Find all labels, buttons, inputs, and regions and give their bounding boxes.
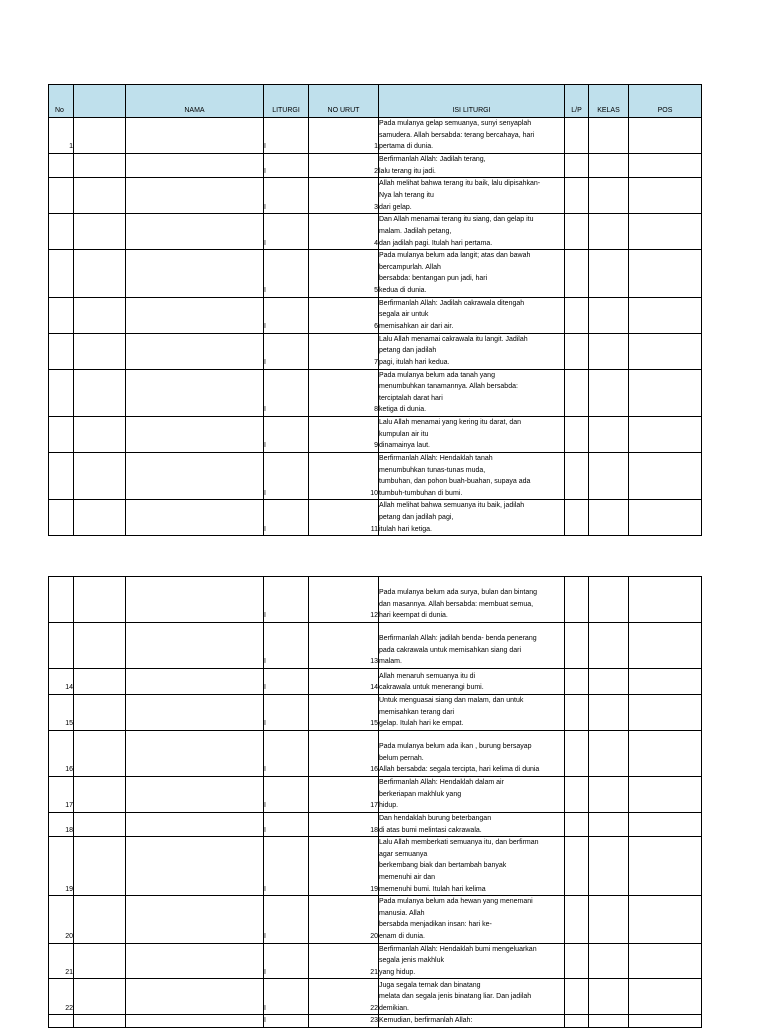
header-row bbox=[49, 85, 702, 118]
blank-cell bbox=[74, 777, 126, 813]
no-urut-cell: 3 bbox=[309, 178, 379, 214]
lp-cell bbox=[565, 416, 589, 452]
row-number-cell bbox=[49, 623, 74, 669]
lp-cell bbox=[565, 695, 589, 731]
isi-liturgi-cell: Pada mulanya belum ada surya, bulan dan bintang dan masannya. Allah bersabda: membuat semua, hari keempat di dunia. bbox=[379, 577, 565, 623]
blank-cell bbox=[74, 333, 126, 369]
lp-cell bbox=[565, 154, 589, 178]
table-row bbox=[49, 813, 702, 837]
no-urut-cell: 12 bbox=[309, 577, 379, 623]
row-number-cell bbox=[49, 416, 74, 452]
lp-cell bbox=[565, 214, 589, 250]
liturgi-cell: I bbox=[264, 577, 309, 623]
table-row bbox=[49, 623, 702, 669]
blank-cell bbox=[74, 669, 126, 695]
no-urut-cell: 21 bbox=[309, 943, 379, 979]
pos-cell bbox=[629, 1015, 702, 1028]
no-urut-cell: 5 bbox=[309, 250, 379, 297]
nama-cell bbox=[126, 297, 264, 333]
row-number-cell bbox=[49, 369, 74, 416]
kelas-cell bbox=[589, 731, 629, 777]
lp-cell bbox=[565, 250, 589, 297]
nama-cell bbox=[126, 369, 264, 416]
table-row bbox=[49, 943, 702, 979]
lp-cell bbox=[565, 777, 589, 813]
pos-cell bbox=[629, 577, 702, 623]
table-row bbox=[49, 154, 702, 178]
kelas-cell bbox=[589, 214, 629, 250]
row-number-cell bbox=[49, 500, 74, 536]
table-row bbox=[49, 452, 702, 499]
row-number-cell bbox=[49, 154, 74, 178]
kelas-cell bbox=[589, 577, 629, 623]
table-row bbox=[49, 695, 702, 731]
pos-cell bbox=[629, 695, 702, 731]
kelas-cell bbox=[589, 118, 629, 154]
lp-cell bbox=[565, 731, 589, 777]
table-row bbox=[49, 500, 702, 536]
row-number-cell bbox=[49, 577, 74, 623]
table-row bbox=[49, 837, 702, 896]
kelas-cell bbox=[589, 500, 629, 536]
liturgi-cell: I bbox=[264, 777, 309, 813]
pos-cell bbox=[629, 333, 702, 369]
table-row bbox=[49, 896, 702, 943]
table-row bbox=[49, 1015, 702, 1028]
kelas-cell bbox=[589, 250, 629, 297]
lp-cell bbox=[565, 369, 589, 416]
col-header-nama: NAMA bbox=[126, 85, 264, 118]
nama-cell bbox=[126, 118, 264, 154]
no-urut-cell: 23 bbox=[309, 1015, 379, 1028]
kelas-cell bbox=[589, 695, 629, 731]
liturgi-cell: I bbox=[264, 452, 309, 499]
pos-cell bbox=[629, 416, 702, 452]
nama-cell bbox=[126, 500, 264, 536]
nama-cell bbox=[126, 813, 264, 837]
lp-cell bbox=[565, 297, 589, 333]
blank-cell bbox=[74, 577, 126, 623]
pos-cell bbox=[629, 500, 702, 536]
kelas-cell bbox=[589, 623, 629, 669]
table-row bbox=[49, 731, 702, 777]
row-number-cell: 14 bbox=[49, 669, 74, 695]
blank-cell bbox=[74, 178, 126, 214]
liturgi-cell: I bbox=[264, 250, 309, 297]
no-urut-cell: 18 bbox=[309, 813, 379, 837]
liturgi-cell: I bbox=[264, 118, 309, 154]
pos-cell bbox=[629, 178, 702, 214]
isi-liturgi-cell: Lalu Allah memberkati semuanya itu, dan berfirman agar semuanya berkembang biak dan bertambah banyak memenuhi air dan memenuhi bumi. Itulah hari kelima bbox=[379, 837, 565, 896]
pos-cell bbox=[629, 837, 702, 896]
pos-cell bbox=[629, 731, 702, 777]
isi-liturgi-cell: Pada mulanya belum ada ikan , burung bersayap belum pernah. Allah bersabda: segala tercipta, hari kelima di dunia bbox=[379, 731, 565, 777]
blank-cell bbox=[74, 837, 126, 896]
nama-cell bbox=[126, 623, 264, 669]
blank-cell bbox=[74, 979, 126, 1015]
nama-cell bbox=[126, 178, 264, 214]
no-urut-cell: 6 bbox=[309, 297, 379, 333]
nama-cell bbox=[126, 979, 264, 1015]
no-urut-cell: 10 bbox=[309, 452, 379, 499]
blank-cell bbox=[74, 731, 126, 777]
isi-liturgi-cell: Allah melihat bahwa terang itu baik, lalu dipisahkan- Nya lah terang itu dari gelap. bbox=[379, 178, 565, 214]
pos-cell bbox=[629, 623, 702, 669]
liturgi-cell: I bbox=[264, 333, 309, 369]
col-header-no-urut: NO URUT bbox=[309, 85, 379, 118]
row-number-cell bbox=[49, 1015, 74, 1028]
liturgi-cell: I bbox=[264, 154, 309, 178]
pos-cell bbox=[629, 979, 702, 1015]
blank-cell bbox=[74, 416, 126, 452]
no-urut-cell: 9 bbox=[309, 416, 379, 452]
row-number-cell: 19 bbox=[49, 837, 74, 896]
col-header-lp: L/P bbox=[565, 85, 589, 118]
blank-cell bbox=[74, 118, 126, 154]
liturgy-table-1 bbox=[48, 84, 702, 536]
table-row bbox=[49, 178, 702, 214]
pos-cell bbox=[629, 669, 702, 695]
nama-cell bbox=[126, 214, 264, 250]
isi-liturgi-cell: Untuk menguasai siang dan malam, dan untuk memisahkan terang dari gelap. Itulah hari ke empat. bbox=[379, 695, 565, 731]
table-row bbox=[49, 118, 702, 154]
pos-cell bbox=[629, 118, 702, 154]
isi-liturgi-cell: Allah melihat bahwa semuanya itu baik, jadilah petang dan jadilah pagi, itulah hari ketiga. bbox=[379, 500, 565, 536]
lp-cell bbox=[565, 577, 589, 623]
liturgi-cell: I bbox=[264, 500, 309, 536]
blank-cell bbox=[74, 500, 126, 536]
isi-liturgi-cell: Juga segala ternak dan binatang melata dan segala jenis binatang liar. Dan jadilah demikian. bbox=[379, 979, 565, 1015]
lp-cell bbox=[565, 118, 589, 154]
lp-cell bbox=[565, 943, 589, 979]
liturgi-cell: I bbox=[264, 731, 309, 777]
liturgi-cell: I bbox=[264, 178, 309, 214]
nama-cell bbox=[126, 577, 264, 623]
blank-cell bbox=[74, 154, 126, 178]
row-number-cell bbox=[49, 297, 74, 333]
nama-cell bbox=[126, 777, 264, 813]
liturgi-cell: I bbox=[264, 297, 309, 333]
lp-cell bbox=[565, 813, 589, 837]
kelas-cell bbox=[589, 669, 629, 695]
table-row bbox=[49, 777, 702, 813]
lp-cell bbox=[565, 896, 589, 943]
no-urut-cell: 16 bbox=[309, 731, 379, 777]
col-header-liturgi: LITURGI bbox=[264, 85, 309, 118]
isi-liturgi-cell: Berfirmanlah Allah: Hendaklah tanah menumbuhkan tunas-tunas muda, tumbuhan, dan pohon buah-buahan, supaya ada tumbuh-tumbuhan di bumi. bbox=[379, 452, 565, 499]
kelas-cell bbox=[589, 777, 629, 813]
no-urut-cell: 2 bbox=[309, 154, 379, 178]
pos-cell bbox=[629, 250, 702, 297]
isi-liturgi-cell: Lalu Allah menamai cakrawala itu langit. Jadilah petang dan jadilah pagi, itulah hari kedua. bbox=[379, 333, 565, 369]
pos-cell bbox=[629, 777, 702, 813]
kelas-cell bbox=[589, 297, 629, 333]
nama-cell bbox=[126, 731, 264, 777]
pos-cell bbox=[629, 297, 702, 333]
isi-liturgi-cell: Berfirmanlah Allah: Hendaklah bumi mengeluarkan segala jenis makhluk yang hidup. bbox=[379, 943, 565, 979]
blank-cell bbox=[74, 896, 126, 943]
kelas-cell bbox=[589, 837, 629, 896]
lp-cell bbox=[565, 178, 589, 214]
liturgi-cell: I bbox=[264, 214, 309, 250]
pos-cell bbox=[629, 214, 702, 250]
table-row bbox=[49, 297, 702, 333]
table-2-body bbox=[49, 577, 702, 1028]
kelas-cell bbox=[589, 452, 629, 499]
no-urut-cell: 1 bbox=[309, 118, 379, 154]
nama-cell bbox=[126, 837, 264, 896]
no-urut-cell: 8 bbox=[309, 369, 379, 416]
nama-cell bbox=[126, 695, 264, 731]
kelas-cell bbox=[589, 178, 629, 214]
nama-cell bbox=[126, 416, 264, 452]
isi-liturgi-cell: Pada mulanya belum ada langit; atas dan bawah bercampurlah. Allah bersabda: bentangan pun jadi, hari kedua di dunia. bbox=[379, 250, 565, 297]
row-number-cell bbox=[49, 452, 74, 499]
kelas-cell bbox=[589, 333, 629, 369]
table-row bbox=[49, 979, 702, 1015]
liturgi-cell: I bbox=[264, 837, 309, 896]
row-number-cell: 21 bbox=[49, 943, 74, 979]
lp-cell bbox=[565, 452, 589, 499]
isi-liturgi-cell: Dan hendaklah burung beterbangan di atas bumi melintasi cakrawala. bbox=[379, 813, 565, 837]
no-urut-cell: 13 bbox=[309, 623, 379, 669]
liturgi-cell: I bbox=[264, 623, 309, 669]
nama-cell bbox=[126, 250, 264, 297]
isi-liturgi-cell: Berfirmanlah Allah: Jadilah terang, lalu terang itu jadi. bbox=[379, 154, 565, 178]
no-urut-cell: 4 bbox=[309, 214, 379, 250]
blank-cell bbox=[74, 452, 126, 499]
lp-cell bbox=[565, 333, 589, 369]
isi-liturgi-cell: Pada mulanya belum ada tanah yang menumbuhkan tanamannya. Allah bersabda: terciptalah darat hari ketiga di dunia. bbox=[379, 369, 565, 416]
col-header-blank bbox=[74, 85, 126, 118]
blank-cell bbox=[74, 250, 126, 297]
table-row bbox=[49, 214, 702, 250]
isi-liturgi-cell: Berfirmanlah Allah: Jadilah cakrawala ditengah segala air untuk memisahkan air dari air. bbox=[379, 297, 565, 333]
row-number-cell: 15 bbox=[49, 695, 74, 731]
lp-cell bbox=[565, 1015, 589, 1028]
lp-cell bbox=[565, 500, 589, 536]
row-number-cell: 18 bbox=[49, 813, 74, 837]
table-row bbox=[49, 250, 702, 297]
kelas-cell bbox=[589, 369, 629, 416]
liturgy-table-2 bbox=[48, 576, 702, 1028]
no-urut-cell: 17 bbox=[309, 777, 379, 813]
table-row bbox=[49, 577, 702, 623]
blank-cell bbox=[74, 1015, 126, 1028]
liturgi-cell: I bbox=[264, 669, 309, 695]
no-urut-cell: 22 bbox=[309, 979, 379, 1015]
isi-liturgi-cell: Berfirmanlah Allah: jadilah benda- benda penerang pada cakrawala untuk memisahkan siang dari malam. bbox=[379, 623, 565, 669]
kelas-cell bbox=[589, 943, 629, 979]
liturgi-cell: I bbox=[264, 369, 309, 416]
kelas-cell bbox=[589, 416, 629, 452]
liturgi-cell: I bbox=[264, 813, 309, 837]
table-row bbox=[49, 416, 702, 452]
row-number-cell bbox=[49, 214, 74, 250]
pos-cell bbox=[629, 369, 702, 416]
pos-cell bbox=[629, 452, 702, 499]
row-number-cell: 1 bbox=[49, 118, 74, 154]
no-urut-cell: 14 bbox=[309, 669, 379, 695]
isi-liturgi-cell: Kemudian, berfirmanlah Allah: bbox=[379, 1015, 565, 1028]
col-header-kelas: KELAS bbox=[589, 85, 629, 118]
liturgi-cell: I bbox=[264, 896, 309, 943]
col-header-pos: POS bbox=[629, 85, 702, 118]
col-header-isi-liturgi: ISI LITURGI bbox=[379, 85, 565, 118]
lp-cell bbox=[565, 669, 589, 695]
nama-cell bbox=[126, 943, 264, 979]
table-1-body bbox=[49, 118, 702, 536]
liturgi-cell: I bbox=[264, 695, 309, 731]
isi-liturgi-cell: Berfirmanlah Allah: Hendaklah dalam air berkeriapan makhluk yang hidup. bbox=[379, 777, 565, 813]
blank-cell bbox=[74, 943, 126, 979]
liturgi-cell: I bbox=[264, 979, 309, 1015]
isi-liturgi-cell: Pada mulanya belum ada hewan yang menemani manusia. Allah bersabda menjadikan insan: hari ke- enam di dunia. bbox=[379, 896, 565, 943]
no-urut-cell: 19 bbox=[309, 837, 379, 896]
row-number-cell: 16 bbox=[49, 731, 74, 777]
no-urut-cell: 7 bbox=[309, 333, 379, 369]
nama-cell bbox=[126, 896, 264, 943]
no-urut-cell: 11 bbox=[309, 500, 379, 536]
row-number-cell bbox=[49, 178, 74, 214]
row-number-cell bbox=[49, 250, 74, 297]
col-header-no: No bbox=[49, 85, 74, 118]
blank-cell bbox=[74, 214, 126, 250]
blank-cell bbox=[74, 623, 126, 669]
blank-cell bbox=[74, 297, 126, 333]
blank-cell bbox=[74, 813, 126, 837]
row-number-cell: 17 bbox=[49, 777, 74, 813]
isi-liturgi-cell: Dan Allah menamai terang itu siang, dan gelap itu malam. Jadilah petang, dan jadilah pagi. Itulah hari pertama. bbox=[379, 214, 565, 250]
pos-cell bbox=[629, 813, 702, 837]
liturgi-cell: I bbox=[264, 416, 309, 452]
lp-cell bbox=[565, 837, 589, 896]
lp-cell bbox=[565, 623, 589, 669]
pos-cell bbox=[629, 154, 702, 178]
nama-cell bbox=[126, 1015, 264, 1028]
liturgi-cell: I bbox=[264, 943, 309, 979]
table-row bbox=[49, 333, 702, 369]
table-row bbox=[49, 369, 702, 416]
blank-cell bbox=[74, 695, 126, 731]
kelas-cell bbox=[589, 154, 629, 178]
lp-cell bbox=[565, 979, 589, 1015]
isi-liturgi-cell: Lalu Allah menamai yang kering itu darat, dan kumpulan air itu dinamainya laut. bbox=[379, 416, 565, 452]
row-number-cell: 22 bbox=[49, 979, 74, 1015]
row-number-cell bbox=[49, 333, 74, 369]
isi-liturgi-cell: Allah menaruh semuanya itu di cakrawala untuk menerangi bumi. bbox=[379, 669, 565, 695]
kelas-cell bbox=[589, 979, 629, 1015]
no-urut-cell: 20 bbox=[309, 896, 379, 943]
kelas-cell bbox=[589, 1015, 629, 1028]
nama-cell bbox=[126, 154, 264, 178]
kelas-cell bbox=[589, 896, 629, 943]
nama-cell bbox=[126, 452, 264, 499]
blank-cell bbox=[74, 369, 126, 416]
table-row bbox=[49, 669, 702, 695]
liturgi-cell: I bbox=[264, 1015, 309, 1028]
row-number-cell: 20 bbox=[49, 896, 74, 943]
nama-cell bbox=[126, 333, 264, 369]
no-urut-cell: 15 bbox=[309, 695, 379, 731]
pos-cell bbox=[629, 943, 702, 979]
nama-cell bbox=[126, 669, 264, 695]
isi-liturgi-cell: Pada mulanya gelap semuanya, sunyi senyaplah samudera. Allah bersabda: terang bercahaya, hari pertama di dunia. bbox=[379, 118, 565, 154]
pos-cell bbox=[629, 896, 702, 943]
kelas-cell bbox=[589, 813, 629, 837]
